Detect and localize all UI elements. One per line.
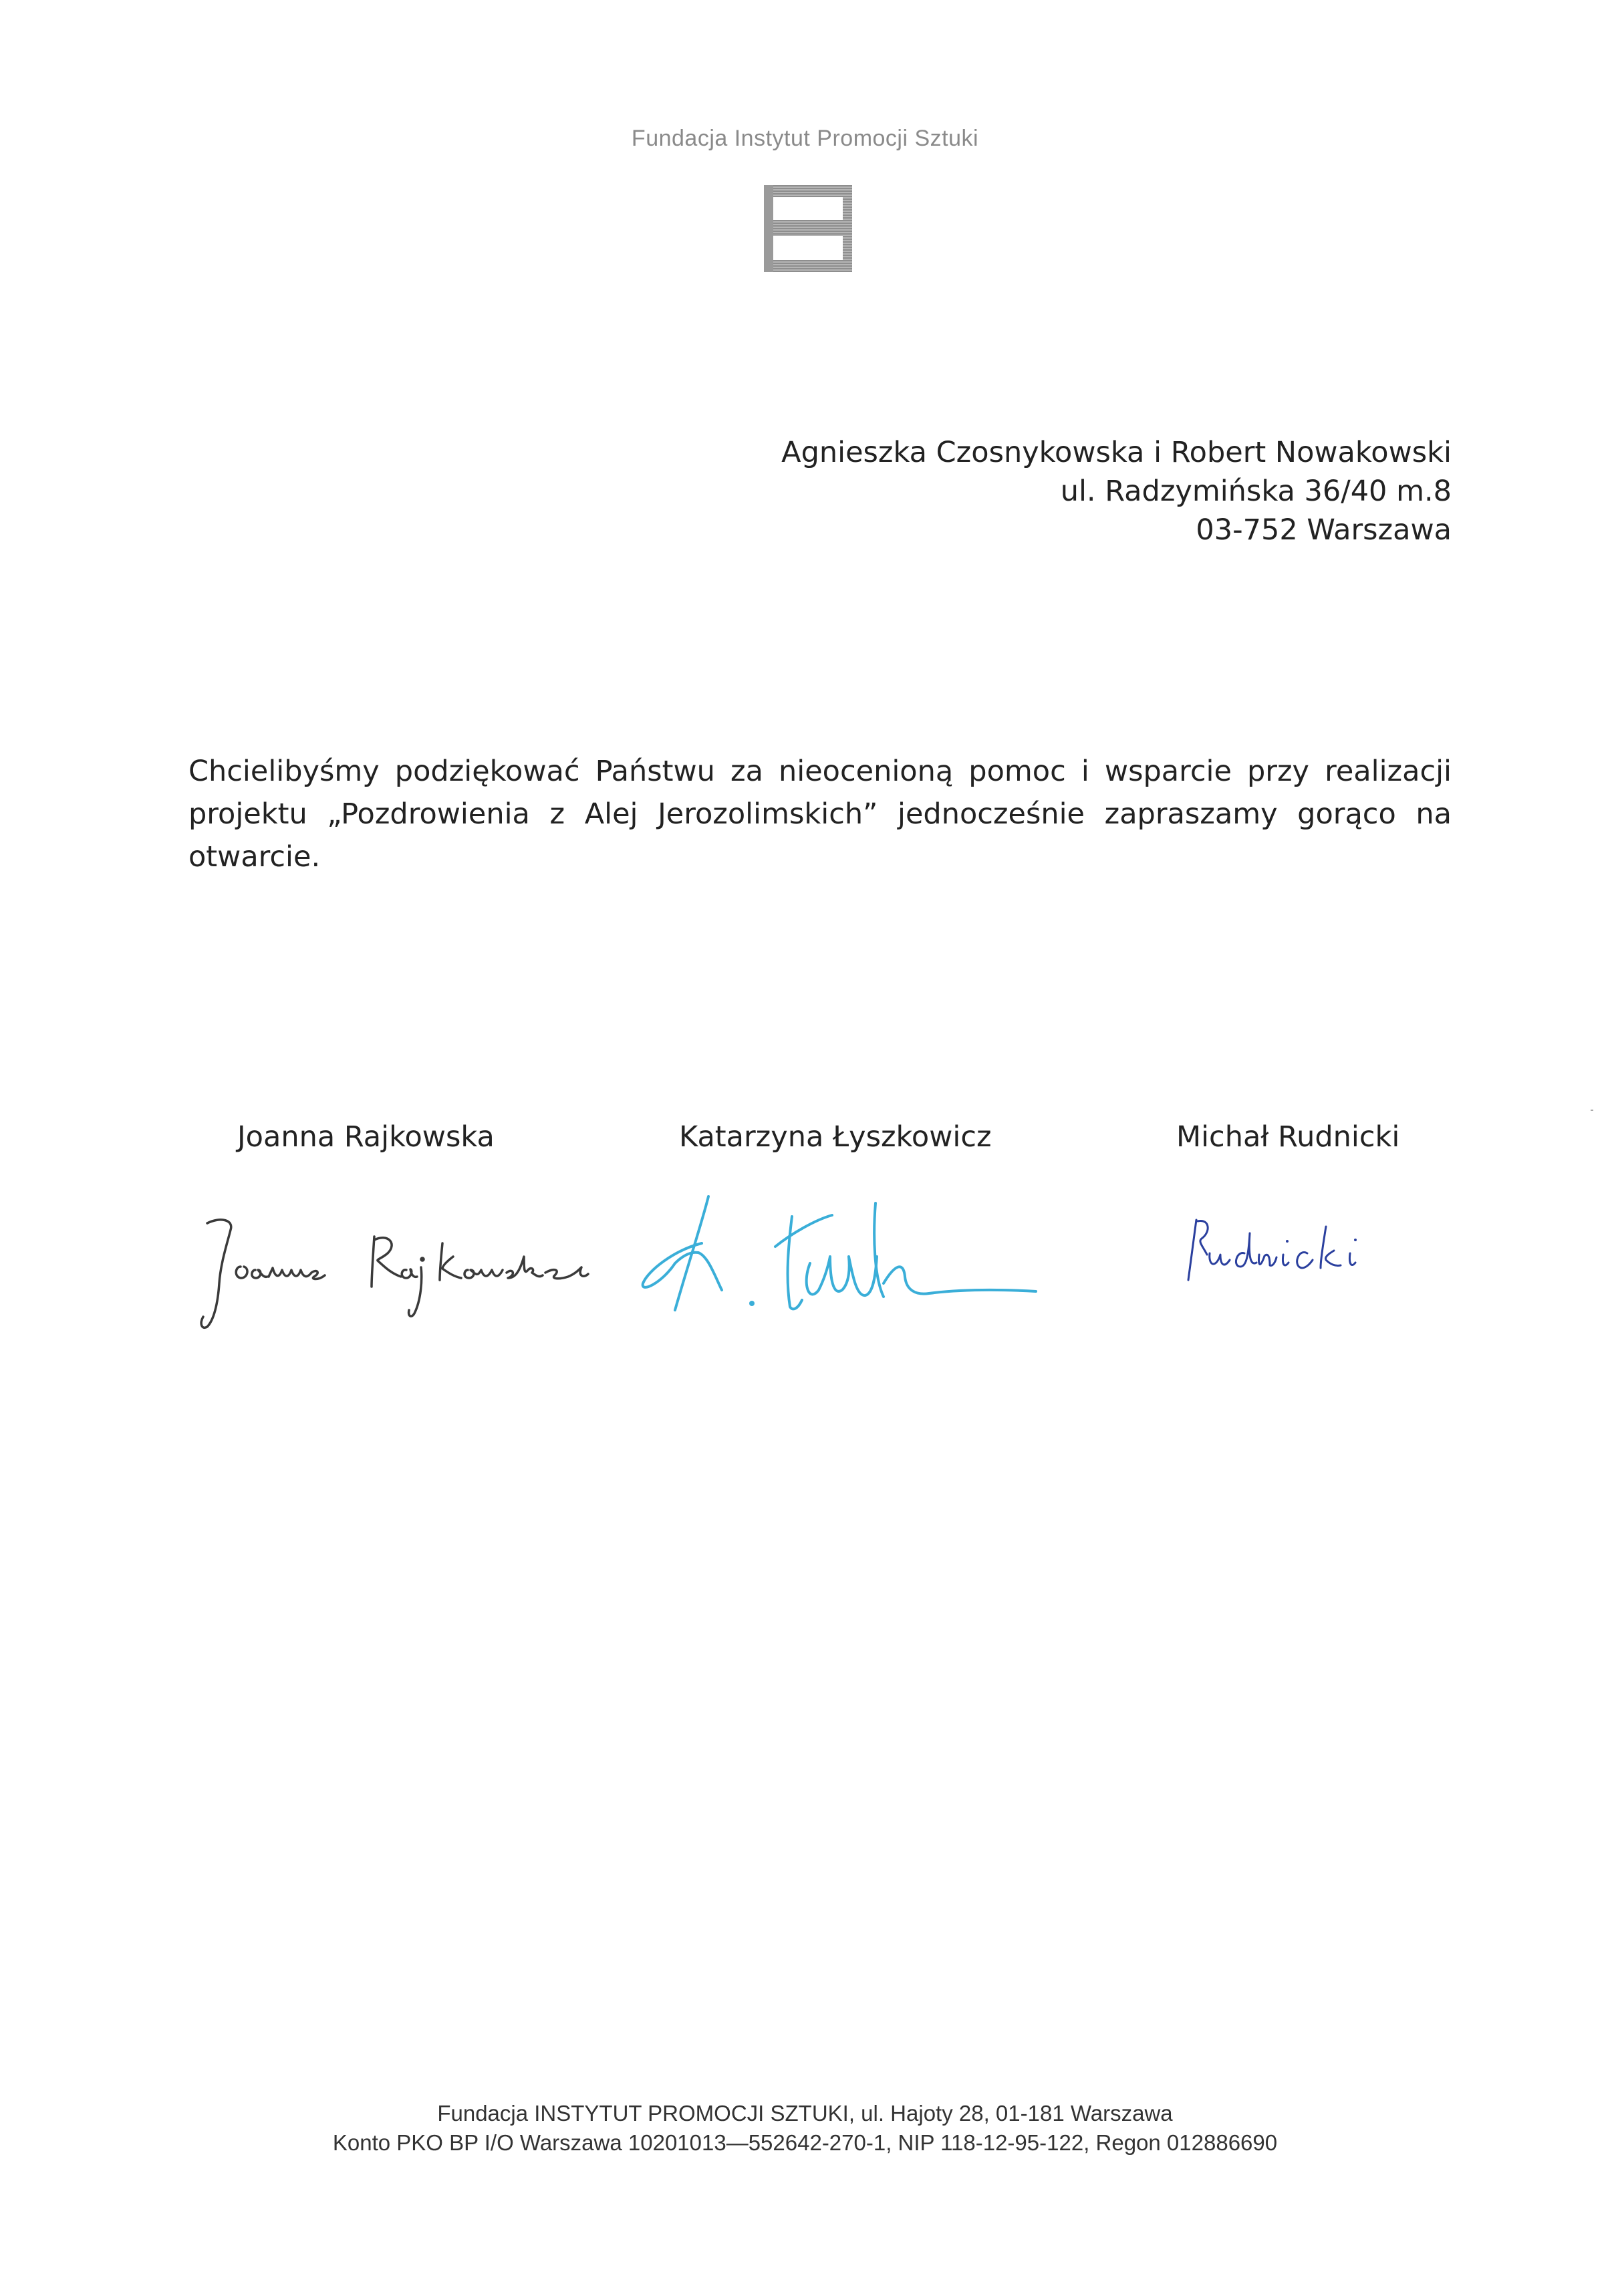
letter-footer	[0, 2099, 1610, 2158]
footer-address-line: Fundacja INSTYTUT PROMOCJI SZTUKI, ul. Hajoty 28, 01-181 Warszawa	[437, 2101, 1173, 2126]
recipient-address	[668, 433, 1452, 549]
footer-bank-line: Konto PKO BP I/O Warszawa 10201013—552642-270-1, NIP 118-12-95-122, Regon 012886690	[332, 2130, 1278, 2155]
recipient-street: ul. Radzymińska 36/40 m.8	[1060, 475, 1452, 508]
signature-joanna-rajkowska	[194, 1203, 635, 1337]
signatory-name-1: Joanna Rajkowska	[237, 1120, 495, 1154]
letter-body-paragraph: Chcielibyśmy podziękować Państwu za nieocenioną pomoc i wsparcie przy realizacji projektu „Pozdrowienia z Alej Jerozolimskich” jednocześnie zapraszamy gorąco na otwarcie.	[188, 755, 1452, 874]
signature-michal-rudnicki	[1183, 1206, 1403, 1293]
foundation-logo-icon	[764, 185, 852, 272]
signature-katarzyna-lyszkowicz	[635, 1183, 1076, 1337]
scan-speck	[1591, 1110, 1593, 1111]
letterhead-organization-name: Fundacja Instytut Promocji Sztuki	[631, 126, 979, 151]
recipient-names: Agnieszka Czosnykowska i Robert Nowakowski	[781, 436, 1452, 469]
signatory-name-2: Katarzyna Łyszkowicz	[679, 1120, 992, 1154]
signatory-name-3: Michał Rudnicki	[1176, 1120, 1400, 1154]
recipient-city: 03-752 Warszawa	[1196, 513, 1452, 547]
